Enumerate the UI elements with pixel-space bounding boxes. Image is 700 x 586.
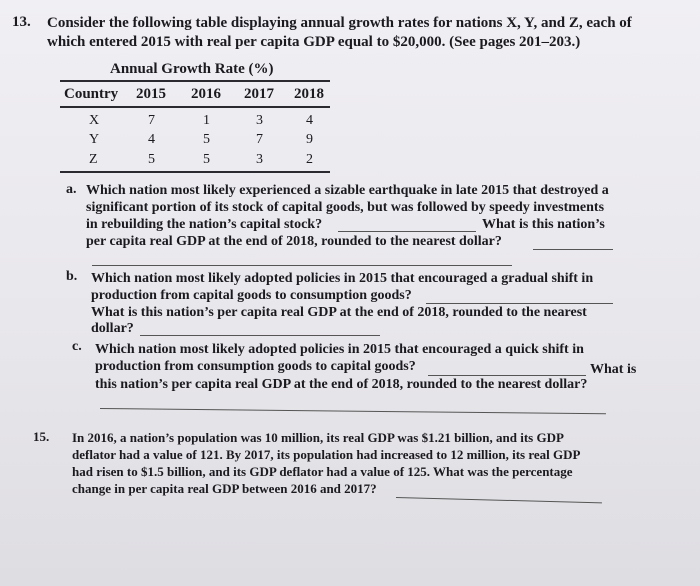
part-c-line-2b: What is bbox=[590, 362, 637, 377]
part-a-letter: a. bbox=[66, 182, 77, 197]
row-z-2016: 5 bbox=[203, 152, 210, 167]
row-y-country: Y bbox=[89, 132, 100, 147]
row-x-2017: 3 bbox=[256, 113, 263, 128]
row-z-country: Z bbox=[89, 152, 98, 167]
header-2015: 2015 bbox=[136, 86, 166, 102]
part-a-answer-blank-2[interactable] bbox=[533, 249, 613, 250]
row-y-2015: 4 bbox=[148, 132, 155, 147]
part-a-answer-blank-1[interactable] bbox=[338, 231, 476, 232]
part-b-letter: b. bbox=[66, 269, 78, 284]
part-a-line-4: per capita real GDP at the end of 2018, rounded to the nearest dollar? bbox=[86, 234, 502, 249]
part-b-answer-blank-2[interactable] bbox=[140, 335, 380, 336]
part-a-line-2: significant portion of its stock of capital goods, but was followed by speedy investments bbox=[86, 200, 605, 215]
part-a-answer-line[interactable] bbox=[92, 265, 512, 266]
table-title: Annual Growth Rate (%) bbox=[110, 61, 274, 77]
header-2018: 2018 bbox=[294, 86, 324, 102]
question-15-line-3: had risen to $1.5 billion, and its GDP deflator had a value of 125. What was the percentage bbox=[72, 464, 573, 479]
row-z-2018: 2 bbox=[306, 152, 313, 167]
row-y-2016: 5 bbox=[203, 132, 210, 147]
question-15-answer-blank[interactable] bbox=[396, 497, 602, 503]
part-b-line-4: dollar? bbox=[91, 321, 134, 336]
row-y-2017: 7 bbox=[256, 132, 263, 147]
part-c-letter: c. bbox=[72, 339, 82, 354]
table-bottom-rule bbox=[60, 171, 330, 173]
question-15-line-2: deflator had a value of 121. By 2017, its population had increased to 12 million, its real GDP bbox=[72, 447, 581, 462]
question-15-line-1: In 2016, a nation’s population was 10 million, its real GDP was $1.21 billion, and its GDP bbox=[72, 430, 564, 445]
row-z-2015: 5 bbox=[148, 152, 155, 167]
row-x-country: X bbox=[89, 113, 100, 128]
part-a-line-3b: What is this nation’s bbox=[482, 217, 605, 232]
part-b-line-2: production from capital goods to consumption goods? bbox=[91, 288, 412, 303]
row-z-2017: 3 bbox=[256, 152, 263, 167]
header-2017: 2017 bbox=[244, 86, 274, 102]
question-13-number: 13. bbox=[12, 14, 31, 30]
header-country: Country bbox=[64, 86, 119, 102]
question-15-line-4: change in per capita real GDP between 2016 and 2017? bbox=[72, 481, 377, 496]
part-b-line-3: What is this nation’s per capita real GDP at the end of 2018, rounded to the nearest bbox=[91, 305, 587, 320]
row-x-2018: 4 bbox=[306, 113, 313, 128]
question-13-line-1: Consider the following table displaying annual growth rates for nations X, Y, and Z, each of bbox=[47, 15, 632, 31]
question-13-line-2: which entered 2015 with real per capita GDP equal to $20,000. (See pages 201–203.) bbox=[47, 34, 581, 50]
part-a-line-3a: in rebuilding the nation’s capital stock? bbox=[86, 217, 323, 232]
part-b-line-1: Which nation most likely adopted policies in 2015 that encouraged a gradual shift in bbox=[91, 271, 594, 286]
row-y-2018: 9 bbox=[306, 132, 313, 147]
part-a-line-1: Which nation most likely experienced a sizable earthquake in late 2015 that destroyed a bbox=[86, 183, 609, 198]
row-x-2015: 7 bbox=[148, 113, 155, 128]
table-header-rule bbox=[60, 106, 330, 108]
question-15-number: 15. bbox=[33, 429, 50, 444]
table-top-rule bbox=[60, 80, 330, 82]
row-x-2016: 1 bbox=[203, 113, 210, 128]
part-c-line-3: this nation’s per capita real GDP at the end of 2018, rounded to the nearest dollar? bbox=[95, 377, 588, 392]
part-c-answer-line[interactable] bbox=[100, 408, 606, 414]
part-c-line-2a: production from consumption goods to capital goods? bbox=[95, 359, 416, 374]
part-c-line-1: Which nation most likely adopted policies in 2015 that encouraged a quick shift in bbox=[95, 342, 584, 357]
header-2016: 2016 bbox=[191, 86, 221, 102]
